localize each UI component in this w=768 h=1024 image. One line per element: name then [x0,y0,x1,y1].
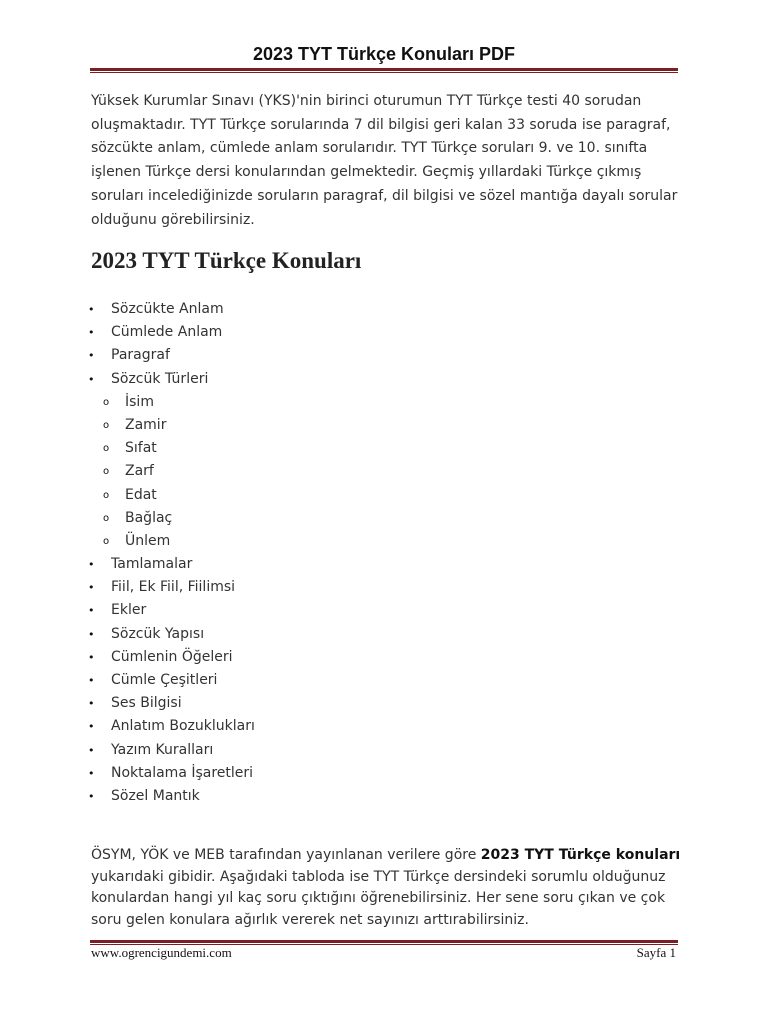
list-item [80,692,580,715]
list-item [80,762,580,785]
list-item [80,646,580,669]
list-item [80,669,580,692]
outro-paragraph [91,845,691,931]
sub-list-item [80,507,580,530]
list-item-label: Sözcük Türleri [111,370,209,387]
footer-site-url: www.ogrencigundemi.com [91,945,232,960]
list-item [80,739,580,762]
sub-bullet-icon: o [103,419,110,431]
sub-bullet-icon: o [103,466,110,478]
sub-list-item [80,460,580,483]
list-item [80,576,580,599]
bullet-icon: • [88,349,95,363]
sub-list-item-label: Bağlaç [125,509,173,526]
list-item-label: Sözcükte Anlam [111,301,224,317]
sub-bullet-icon: o [103,489,110,501]
sub-list-item-label: Edat [125,486,157,503]
bullet-icon: • [88,743,95,757]
bullet-icon: • [88,558,95,572]
footer-page-number: Sayfa 1 [636,945,676,960]
list-item-label: Paragraf [111,347,170,364]
list-item-label: Anlatım Bozuklukları [111,718,255,735]
list-item [80,599,580,622]
sub-list-item [80,391,580,414]
sub-list-item [80,484,580,507]
list-item [80,623,580,646]
list-item-label: Cümlenin Öğeleri [111,648,233,665]
list-item [80,344,580,367]
bullet-icon: • [88,789,95,803]
intro-paragraph [91,90,681,232]
list-item [80,368,580,391]
bullet-icon: • [88,650,95,664]
outro-lead: ÖSYM, YÖK ve MEB tarafından yayınlanan verilere göre [91,847,481,863]
list-item-label: Fiil, Ek Fiil, Fiilimsi [111,579,236,596]
sub-list-item [80,530,580,553]
list-item-label: Noktalama İşaretleri [111,764,254,781]
sub-list-item-label: Zarf [125,463,154,480]
sub-list-item-label: Ünlem [125,532,171,549]
sub-bullet-icon: o [103,443,110,455]
sub-list-item [80,414,580,437]
bullet-icon: • [88,674,95,687]
bullet-icon: • [88,303,95,316]
sub-bullet-icon: o [103,512,110,524]
list-item-label: Sözcük Yapısı [111,625,205,642]
list-item [80,298,580,321]
sub-list-item-label: Zamir [125,416,167,433]
bullet-icon: • [88,697,95,711]
outro-text [91,845,691,931]
bullet-icon: • [88,766,95,780]
bullet-icon: • [88,720,95,734]
header-rule [90,68,678,73]
page-header-title: 2023 TYT Türkçe Konuları PDF [252,44,516,64]
intro-text: Yüksek Kurumlar Sınavı (YKS)'nin birinci oturumun TYT Türkçe testi 40 sorudan oluşmaktadır. TYT Türkçe sorularında 7 dil bilgisi geri kalan 33 soruda ise paragraf, sözcükte anlam, cümlede anlam sorularıdır. TYT Türkçe soruları 9. ve 10. sınıfta işlenen Türkçe dersi konularından gelmektedir. Geçmiş yıllardaki Türkçe çıkmış soruları incelediğinizde soruların paragraf, dil bilgisi ve sözel mantığa dayalı sorular olduğunu görebilirsiniz. [91,93,678,228]
list-item [80,785,580,808]
sub-list-item-label: İsim [125,393,154,410]
list-item [80,553,580,576]
topic-list [80,298,580,808]
bullet-icon: • [88,604,95,618]
outro-bold: 2023 TYT Türkçe konuları [480,847,681,863]
sub-bullet-icon: o [103,535,110,547]
bullet-icon: • [88,326,95,340]
bullet-icon: • [88,372,95,386]
list-item-label: Tamlamalar [111,556,193,573]
section-heading: 2023 TYT Türkçe Konuları [91,248,362,273]
bullet-icon: • [88,627,95,641]
list-item-label: Sözel Mantık [111,787,200,804]
outro-rest: yukarıdaki gibidir. Aşağıdaki tabloda ise TYT Türkçe dersindeki sorumlu olduğunuz konulardan hangi yıl kaç soru çıktığını öğrenebilirsiniz. Her sene soru çıkan ve çok soru gelen konulara ağırlık vererek net sayınızı arttırabilirsiniz. [91,868,666,928]
list-item [80,715,580,738]
sub-bullet-icon: o [103,396,110,408]
list-item-label: Yazım Kuralları [111,741,214,758]
bullet-icon: • [88,581,95,595]
list-item-label: Cümle Çeşitleri [111,672,218,688]
list-item-label: Cümlede Anlam [111,324,223,341]
sub-list-item [80,437,580,460]
list-item-label: Ekler [111,602,147,619]
list-item-label: Ses Bilgisi [111,695,182,712]
sub-list-item-label: Sıfat [125,440,157,457]
list-item [80,321,580,344]
